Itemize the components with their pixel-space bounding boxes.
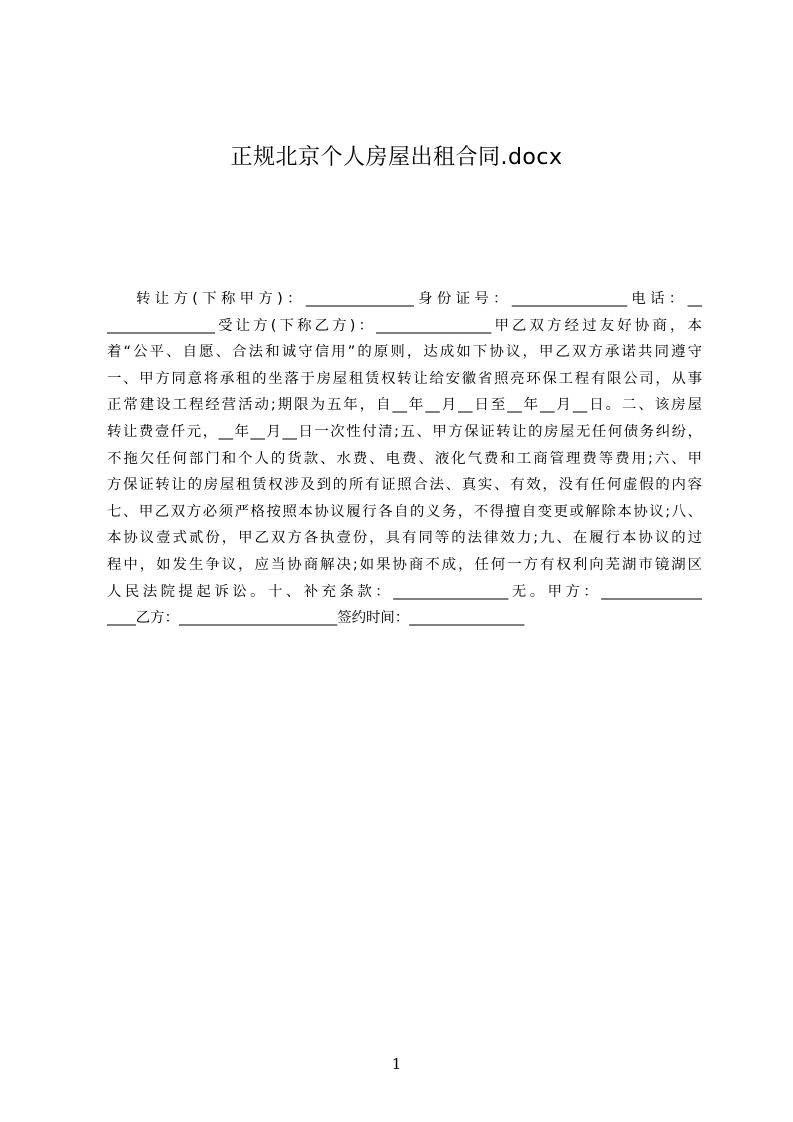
body-line: 程中，如发生争议，应当协商解决;如果协商不成，任何一方有权利向芜湖市镜湖区 xyxy=(107,556,702,573)
body-line: 一、甲方同意将承租的坐落于房屋租赁权转让给安徽省照亮环保工程有限公司，从事 xyxy=(107,370,702,387)
body-line: 不拖欠任何部门和个人的货款、水费、电费、液化气费和工商管理费等费用;六、甲 xyxy=(107,450,702,467)
body-line: ____乙方：______________________签约时间：________________ xyxy=(107,610,525,627)
body-line: _______________受让方(下称乙方)：________________甲乙双方经过友好协商，本 xyxy=(107,317,702,334)
page-number: 1 xyxy=(391,1055,402,1073)
body-line: 本协议壹式贰份，甲乙双方各执壹份，具有同等的法律效力;九、在履行本协议的过 xyxy=(107,530,702,547)
body-line: 正常建设工程经营活动;期限为五年，自__年__月__日至__年__月__日。二、该房屋 xyxy=(107,397,702,414)
document-body xyxy=(107,286,702,632)
body-line: 转让费壹仟元，__年__月__日一次性付清;五、甲方保证转让的房屋无任何债务纠纷， xyxy=(107,423,702,440)
body-line: 人民法院提起诉讼。十、补充条款：________________无。甲方：______________ xyxy=(107,583,702,600)
body-line: 着“公平、自愿、合法和诚守信用”的原则，达成如下协议，甲乙双方承诺共同遵守 xyxy=(107,344,702,361)
body-line: 转让方(下称甲方)：_______________身份证号：________________电话：__ xyxy=(136,291,702,307)
document-title: 正规北京个人房屋出租合同.docx xyxy=(230,145,563,170)
body-line: 方保证转让的房屋租赁权涉及到的所有证照合法、真实、有效，没有任何虚假的内容 xyxy=(107,477,702,494)
body-line: 七、甲乙双方必须严格按照本协议履行各自的义务，不得擅自变更或解除本协议;八、 xyxy=(107,503,702,520)
